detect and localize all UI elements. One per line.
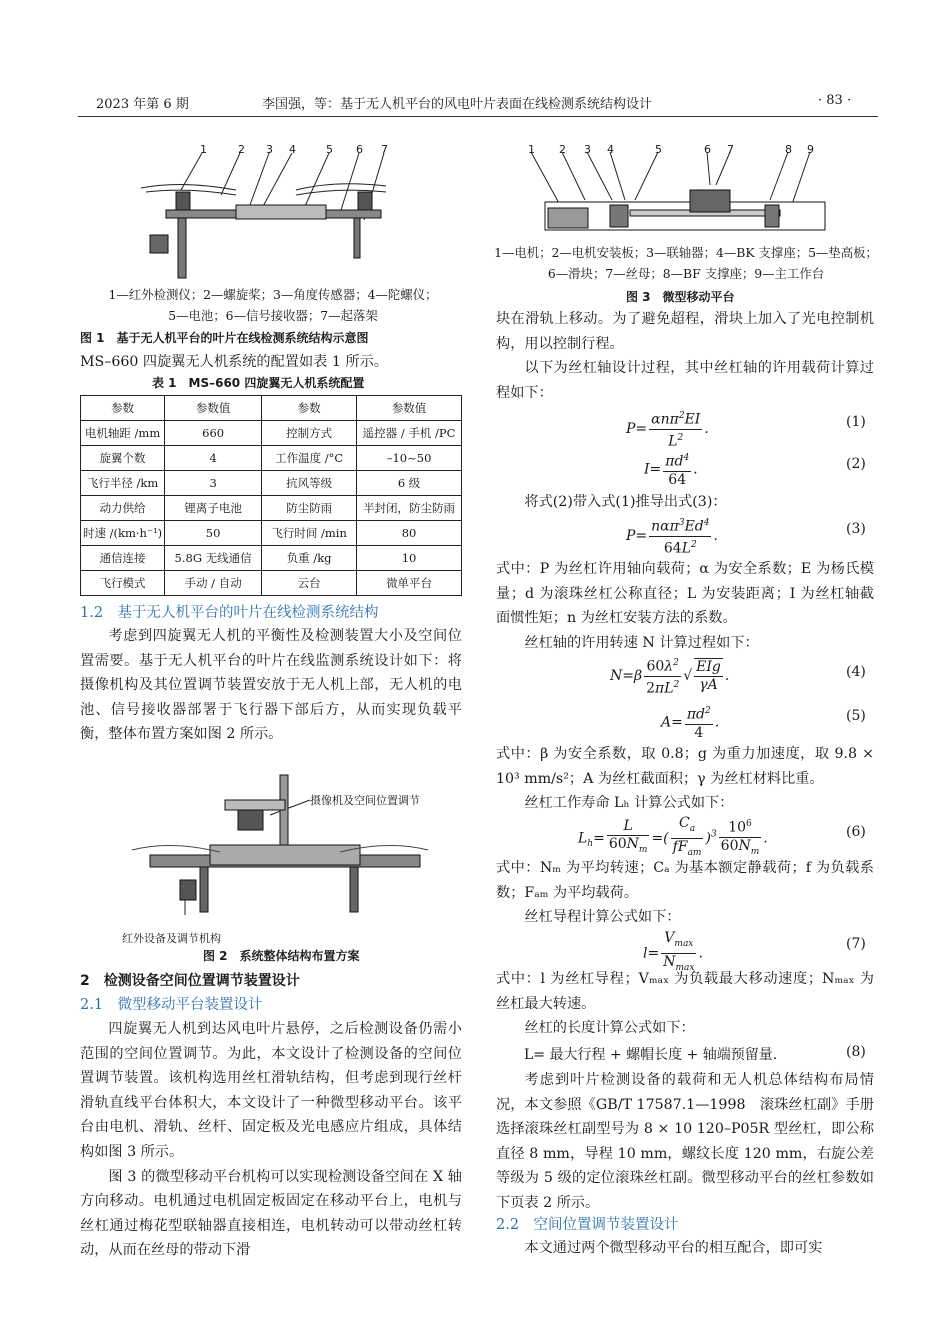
paragraph: 丝杠导程计算公式如下： (524, 909, 681, 926)
right-para-10 (496, 967, 874, 1041)
table1-title: 表 1 MS–660 四旋翼无人机系统配置 (152, 376, 365, 390)
section-1-2-body (80, 624, 462, 747)
fig3-num-8: 8 (785, 143, 792, 156)
right-para-6 (496, 742, 874, 816)
table-cell: 10 (357, 546, 462, 571)
table-cell: 云台 (262, 571, 357, 596)
table-cell: 50 (165, 521, 262, 546)
fig1-num-2: 2 (238, 143, 245, 156)
paragraph: 以下为丝杠轴设计过程，其中丝杠轴的许用载荷计算过程如下： (496, 360, 874, 401)
right-para-1 (496, 307, 874, 405)
right-para-4 (496, 557, 874, 655)
table-row (81, 471, 462, 496)
fig1-num-3: 3 (266, 143, 273, 156)
fig1-num-7: 7 (381, 143, 388, 156)
section-2-heading: 2 检测设备空间位置调节装置设计 (80, 973, 300, 989)
fig1-num-1: 1 (200, 143, 207, 156)
figure3-part-numbers (520, 143, 830, 157)
table-cell: 80 (357, 521, 462, 546)
table-cell: 5.8G 无线通信 (165, 546, 262, 571)
paragraph: 式中：β 为安全系数，取 0.8；g 为重力加速度，取 9.8 × 10³ mm/s²；A 为丝杠截面积；γ 为丝杠材料比重。 (496, 746, 874, 787)
figure1-caption: 图 1 基于无人机平台的叶片在线检测系统结构示意图 (80, 331, 369, 345)
table-cell: 半封闭，防尘防雨 (357, 496, 462, 521)
equation-1-number: (1) (846, 414, 866, 430)
equation-2: I= $\frac{\pi d^4}{64}$ . (644, 450, 698, 489)
table-cell: 飞行半径 /km (81, 471, 165, 496)
fig3-num-6: 6 (704, 143, 711, 156)
table-row (81, 496, 462, 521)
equation-8: L= 最大行程 + 螺帽长度 + 轴端预留量. (524, 1047, 778, 1063)
figure1-drone-drawing (136, 140, 396, 280)
table-row (81, 446, 462, 471)
table-cell: 电机轴距 /mm (81, 421, 165, 446)
equation-8-number: (8) (846, 1044, 866, 1060)
right-para-13 (496, 1236, 874, 1261)
paragraph: 考虑到叶片检测设备的载荷和无人机总体结构布局情况，本文参照《GB/T 17587.1—1998 滚珠丝杠副》手册选择滚珠丝杠副型号为 8 × 10 120–P05R 型丝杠，即公称直径 8 mm，导程 10 mm，螺纹长度 120 mm，右旋公差等级为 5 级的定位滚珠丝杠副。微型移动平台的丝杠参数如下页表 2 所示。 (496, 1072, 874, 1211)
figure1-legend-line1: 1—红外检测仪；2—螺旋桨；3—角度传感器；4—陀螺仪； (108, 287, 438, 302)
section-2-1-heading: 2.1 微型移动平台装置设计 (80, 997, 263, 1013)
table-header-cell: 参数 (262, 396, 357, 421)
paragraph: 式中：Nₘ 为平均转速；Cₐ 为基本额定静载荷；f 为负载系数；Fₐₘ 为平均载荷。 (496, 860, 874, 901)
table-cell: 6 级 (357, 471, 462, 496)
equation-1: P= $\frac{\alpha n\pi^2EI}{L^2}$ . (626, 408, 709, 450)
equation-5: A= $\frac{\pi d^2}{4}$ . (661, 703, 719, 742)
figure2-label-camera: 摄像机及空间位置调节 (310, 794, 420, 807)
paragraph: 式中：P 为丝杠许用轴向载荷；α 为安全系数；E 为杨氏模量；d 为滚珠丝杠公称直径；L 为安装距离；I 为丝杠轴截面惯性矩；n 为丝杠安装方法的系数。 (496, 561, 874, 627)
table-header-cell: 参数 (81, 396, 165, 421)
equation-4: N=β $\frac{60\lambda^2}{2\pi L^2}$ √ $\frac{\text{EIg}}{\gamma A}$ . (610, 655, 729, 697)
fig3-num-9: 9 (807, 143, 814, 156)
header-title: 李国强，等：基于无人机平台的风电叶片表面在线检测系统结构设计 (262, 97, 653, 112)
table-cell: 工作温度 /°C (262, 446, 357, 471)
paragraph: 考虑到四旋翼无人机的平衡性及检测装置大小及空间位置需要。基于无人机平台的叶片在线监测系统设计如下：将摄像机构及其位置调节装置安放于无人机上部，无人机的电池、信号接收器部署于飞行器下部后方，从而实现负载平衡，整体布置方案如图 2 所示。 (80, 628, 462, 743)
fig3-num-5: 5 (655, 143, 662, 156)
equation-3: P= $\frac{n\alpha\pi^3Ed^4}{64L^2}$ . (626, 515, 718, 557)
paragraph: 图 3 的微型移动平台机构可以实现检测设备空间在 X 轴方向移动。电机通过电机固定板固定在移动平台上，电机与丝杠通过梅花型联轴器直接相连，电机转动可以带动丝杠转动，从而在丝母的带动下滑 (80, 1168, 462, 1259)
figure1-legend (78, 284, 468, 326)
fig1-num-4: 4 (289, 143, 296, 156)
section-1-2-heading: 1.2 基于无人机平台的叶片在线检测系统结构 (80, 605, 379, 621)
fig3-num-7: 7 (727, 143, 734, 156)
paragraph: 四旋翼无人机到达风电叶片悬停，之后检测设备仍需小范围的空间位置调节。为此，本文设计了检测设备的空间位置调节装置。该机构选用丝杠滑轨结构，但考虑到现行丝杆滑轨直线平台体积大，本文设计了一种微型移动平台。该平台由电机、滑轨、丝杆、固定板及光电感应片组成，具体结构如图 3 所示。 (80, 1021, 462, 1160)
fig1-num-5: 5 (326, 143, 333, 156)
table-cell: 通信连接 (81, 546, 165, 571)
equation-2-number: (2) (846, 456, 866, 472)
fig3-num-1: 1 (528, 143, 535, 156)
table-cell: 3 (165, 471, 262, 496)
figure3-legend-line1: 1—电机；2—电机安装板；3—联轴器；4—BK 支撑座；5—垫高板； (494, 245, 878, 260)
equation-4-number: (4) (846, 664, 866, 680)
table-cell: 控制方式 (262, 421, 357, 446)
paragraph: 丝杠工作寿命 Lₕ 计算公式如下： (524, 795, 734, 812)
paragraph: 本文通过两个微型移动平台的相互配合，即可实 (524, 1240, 823, 1256)
table-header-row (81, 396, 462, 421)
right-para-12 (496, 1068, 874, 1216)
table-cell: 微单平台 (357, 571, 462, 596)
table-cell: 4 (165, 446, 262, 471)
table-cell: 飞行模式 (81, 571, 165, 596)
figure3-legend-line2: 6—滑块；7—丝母；8—BF 支撑座；9—主工作台 (547, 266, 825, 281)
table-cell: 飞行时间 /min (262, 521, 357, 546)
table1-intro: MS–660 四旋翼无人机系统的配置如表 1 所示。 (80, 354, 388, 370)
table-row (81, 521, 462, 546)
equation-3-number: (3) (846, 521, 866, 537)
table-row (81, 421, 462, 446)
table-cell: 负重 /kg (262, 546, 357, 571)
table-cell: 防尘防雨 (262, 496, 357, 521)
table1 (80, 395, 462, 596)
section-2-1-body (80, 1017, 462, 1263)
figure3-platform-drawing (520, 150, 830, 240)
equation-5-number: (5) (846, 708, 866, 724)
figure2-caption: 图 2 系统整体结构布置方案 (203, 949, 360, 963)
right-para-3 (496, 490, 874, 515)
equation-7: l= $\frac{V_{max}}{N_{max}}$ . (643, 930, 703, 973)
figure1-legend-line2: 5—电池；6—信号接收器；7—起落架 (168, 308, 378, 323)
table-header-cell: 参数值 (165, 396, 262, 421)
paragraph: 丝杠轴的许用转速 N 计算过程如下： (524, 634, 759, 651)
fig3-num-2: 2 (559, 143, 566, 156)
figure1-part-numbers (136, 143, 396, 157)
header-issue: 2023 年第 6 期 (96, 97, 189, 112)
table-cell: –10~50 (357, 446, 462, 471)
header-rule (78, 116, 878, 117)
table-row (81, 546, 462, 571)
figure2-label-infrared: 红外设备及调节机构 (122, 932, 221, 945)
header-page-number: · 83 · (818, 93, 852, 108)
section-2-2-heading: 2.2 空间位置调节装置设计 (496, 1217, 679, 1233)
right-para-8 (496, 856, 874, 930)
equation-6: $L_h=$ $\frac{L}{60N_m}$ =( $\frac{C_a}{fF_{am}}$ )$^3$ $\frac{10^6}{60N_m}$ . (578, 815, 768, 858)
table-cell: 遥控器 / 手机 /PC (357, 421, 462, 446)
equation-7-number: (7) (846, 936, 866, 952)
table-cell: 锂离子电池 (165, 496, 262, 521)
figure3-legend (490, 242, 882, 284)
paragraph: 将式(2)带入式(1)推导出式(3)： (524, 494, 727, 510)
paragraph: 丝杠的长度计算公式如下： (524, 1020, 695, 1037)
figure3-caption: 图 3 微型移动平台 (626, 290, 735, 304)
table-row (81, 571, 462, 596)
table-cell: 动力供给 (81, 496, 165, 521)
table-cell: 时速 /(km·h⁻¹) (81, 521, 165, 546)
paragraph: 块在滑轨上移动。为了避免超程，滑块上加入了光电控制机构，用以控制行程。 (496, 311, 874, 352)
fig3-num-4: 4 (607, 143, 614, 156)
table-cell: 抗风等级 (262, 471, 357, 496)
equation-6-number: (6) (846, 824, 866, 840)
table-cell: 660 (165, 421, 262, 446)
table-cell: 旋翼个数 (81, 446, 165, 471)
table-header-cell: 参数值 (357, 396, 462, 421)
paragraph: 式中：l 为丝杠导程；Vₘₐₓ 为负载最大移动速度；Nₘₐₓ 为丝杠最大转速。 (496, 971, 874, 1012)
fig1-num-6: 6 (356, 143, 363, 156)
table-cell: 手动 / 自动 (165, 571, 262, 596)
fig3-num-3: 3 (584, 143, 591, 156)
